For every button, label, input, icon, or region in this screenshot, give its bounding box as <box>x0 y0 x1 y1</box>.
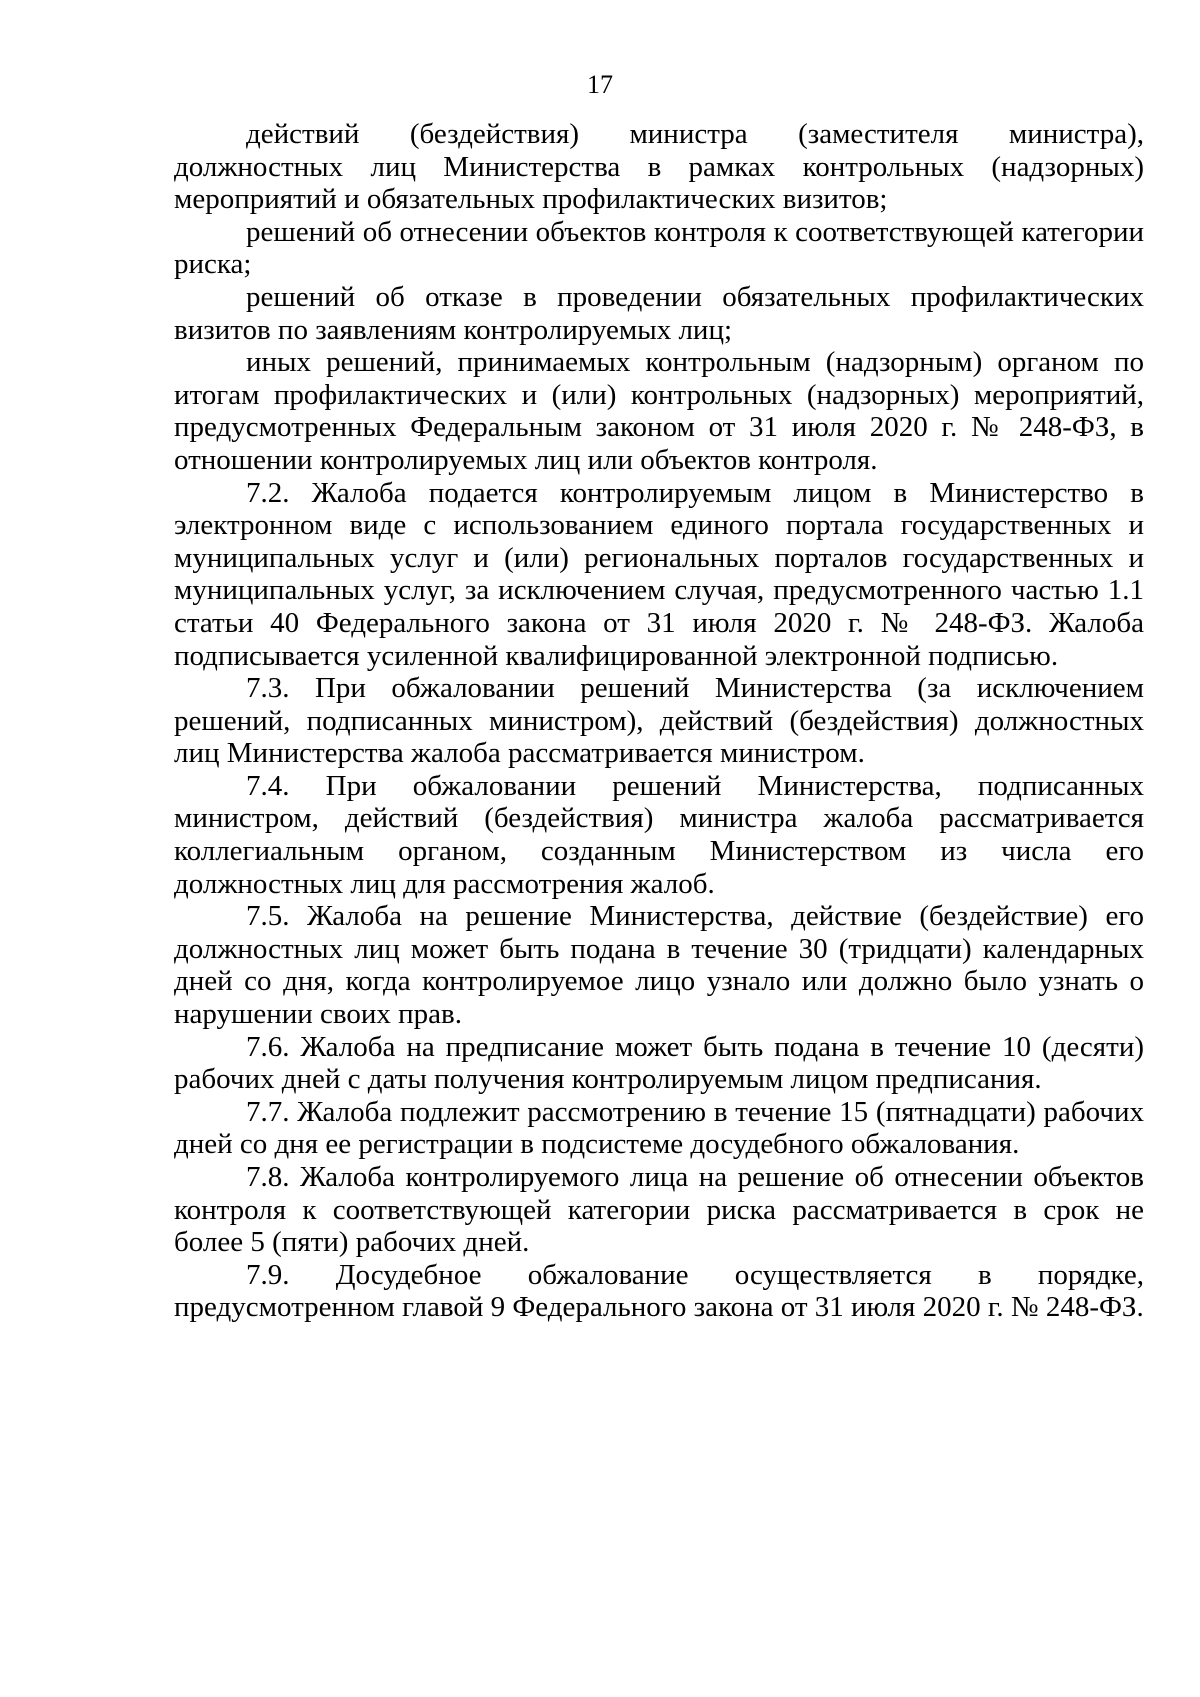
paragraph-7-5: 7.5. Жалоба на решение Министерства, действие (бездействие) его должностных лиц может быть подана в течение 30 (тридцати) календарных дней со дня, когда контролируемое лицо узнало или должно было узнать о нарушении своих прав. <box>174 900 1144 1031</box>
paragraph-7-4: 7.4. При обжаловании решений Министерства, подписанных министром, действий (бездействия) министра жалоба рассматривается коллегиальным органом, созданным Министерством из числа его должностных лиц для рассмотрения жалоб. <box>174 769 1144 900</box>
paragraph-appeal-actions: действий (бездействия) министра (заместителя министра), должностных лиц Министерства в рамках контрольных (надзорных) мероприятий и обязательных профилактических визитов; <box>174 118 1144 216</box>
paragraph-7-9: 7.9. Досудебное обжалование осуществляется в порядке, предусмотренном главой 9 Федерального закона от 31 июля 2020 г. № 248-ФЗ. <box>174 1258 1144 1324</box>
paragraph-7-6: 7.6. Жалоба на предписание может быть подана в течение 10 (десяти) рабочих дней с даты получения контролируемым лицом предписания. <box>174 1030 1144 1096</box>
paragraph-7-3: 7.3. При обжаловании решений Министерства (за исключением решений, подписанных министром), действий (бездействия) должностных лиц Министерства жалоба рассматривается министром. <box>174 672 1144 770</box>
document-body <box>174 118 1144 1324</box>
page-number: 17 <box>587 70 613 99</box>
paragraph-7-8: 7.8. Жалоба контролируемого лица на решение об отнесении объектов контроля к соответствующей категории риска рассматривается в срок не более 5 (пяти) рабочих дней. <box>174 1161 1144 1259</box>
paragraph-visit-refusal-decisions: решений об отказе в проведении обязательных профилактических визитов по заявлениям контролируемых лиц; <box>174 280 1144 346</box>
paragraph-7-2: 7.2. Жалоба подается контролируемым лицом в Министерство в электронном виде с использованием единого портала государственных и муниципальных услуг и (или) региональных порталов государственных и муниципальных услуг, за исключением случая, предусмотренного частью 1.1 статьи 40 Федерального закона от 31 июля 2020 г. № 248-ФЗ. Жалоба подписывается усиленной квалифицированной электронной подписью. <box>174 476 1144 672</box>
paragraph-7-7: 7.7. Жалоба подлежит рассмотрению в течение 15 (пятнадцати) рабочих дней со дня ее регистрации в подсистеме досудебного обжалования. <box>174 1095 1144 1161</box>
paragraph-other-decisions: иных решений, принимаемых контрольным (надзорным) органом по итогам профилактических и (или) контрольных (надзорных) мероприятий, предусмотренных Федеральным законом от 31 июля 2020 г. № 248-ФЗ, в отношении контролируемых лиц или объектов контроля. <box>174 346 1144 476</box>
paragraph-risk-category-decisions: решений об отнесении объектов контроля к соответствующей категории риска; <box>174 215 1144 281</box>
